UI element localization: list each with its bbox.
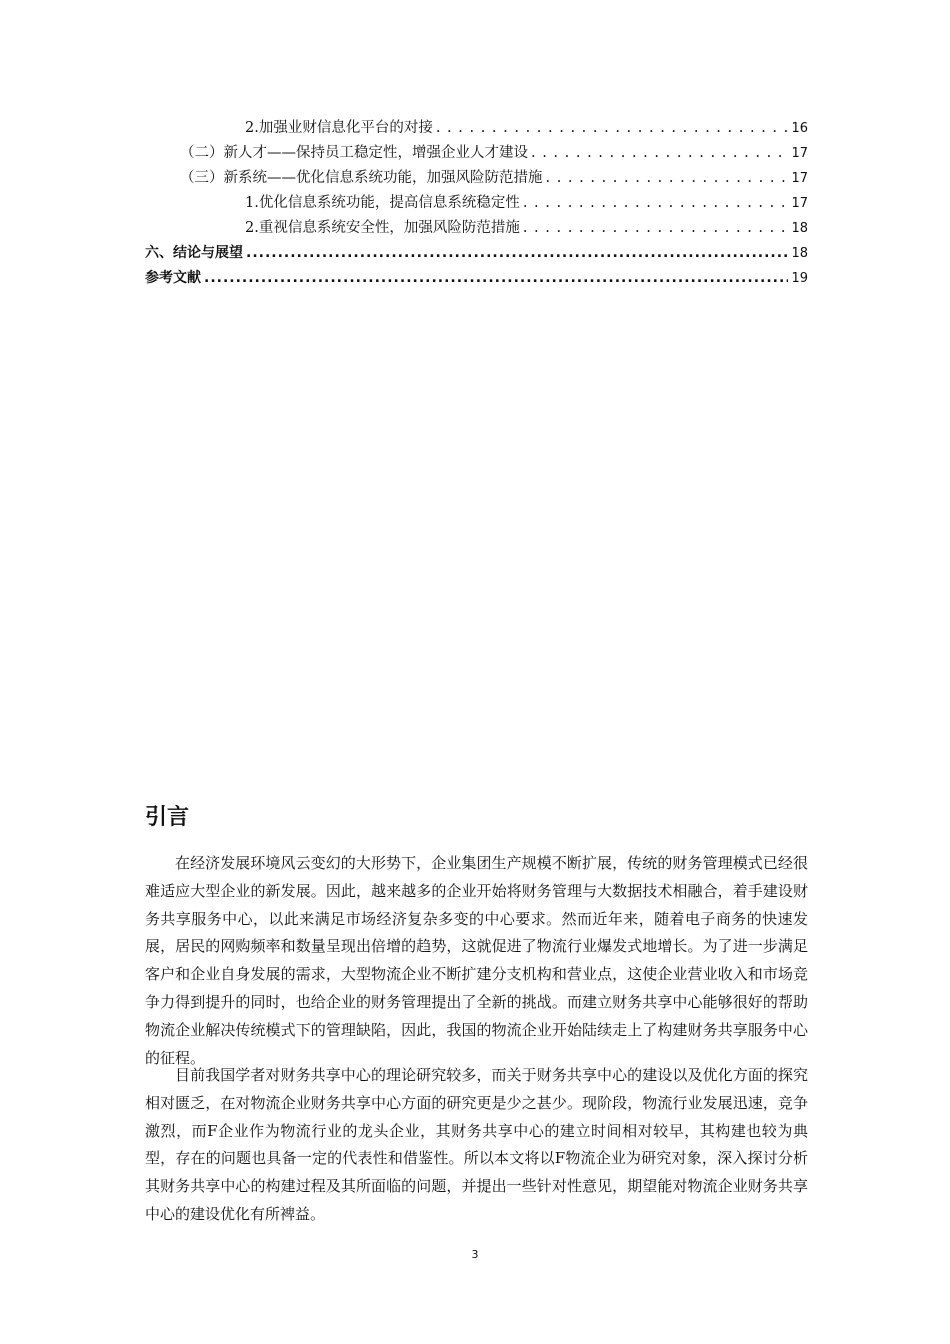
- toc-entry[interactable]: [145, 116, 808, 141]
- toc-leader: [523, 191, 789, 216]
- toc-leader: [523, 216, 789, 241]
- toc-page-number: 17: [791, 196, 808, 211]
- toc-page-number: 19: [791, 271, 808, 286]
- toc-page-number: 18: [791, 246, 808, 261]
- toc-page-number: 16: [791, 121, 808, 136]
- toc-entry[interactable]: [145, 166, 808, 191]
- toc-leader: [546, 166, 789, 191]
- toc-leader: [246, 241, 788, 266]
- body-paragraph: 在经济发展环境风云变幻的大形势下，企业集团生产规模不断扩展，传统的财务管理模式已经很难适应大型企业的新发展。因此，越来越多的企业开始将财务管理与大数据技术相融合，着手建设财务共享服务中心，以此来满足市场经济复杂多变的中心要求。然而近年来，随着电子商务的快速发展，居民的网购频率和数量呈现出倍增的趋势，这就促进了物流行业爆发式地增长。为了进一步满足客户和企业自身发展的需求，大型物流企业不断扩建分支机构和营业点，这使企业营业收入和市场竞争力得到提升的同时，也给企业的财务管理提出了全新的挑战。而建立财务共享中心能够很好的帮助物流企业解决传统模式下的管理缺陷，因此，我国的物流企业开始陆续走上了构建财务共享服务中心的征程。: [145, 854, 808, 1067]
- toc-entry-text: （二）新人才——保持员工稳定性，增强企业人才建设: [180, 145, 528, 161]
- toc-entry[interactable]: [145, 141, 808, 166]
- toc-leader: [436, 116, 789, 141]
- toc-page-number: 17: [791, 171, 808, 186]
- body-paragraph: 目前我国学者对财务共享中心的理论研究较多，而关于财务共享中心的建设以及优化方面的探究相对匮乏，在对物流企业财务共享中心方面的研究更是少之甚少。现阶段，物流行业发展迅速，竞争激烈，而F企业作为物流行业的龙头企业，其财务共享中心的建立时间相对较早，其构建也较为典型，存在的问题也具备一定的代表性和借鉴性。所以本文将以F物流企业为研究对象，深入探讨分析其财务共享中心的构建过程及其所面临的问题，并提出一些针对性意见，期望能对物流企业财务共享中心的建设优化有所裨益。: [145, 1066, 808, 1223]
- toc-entry[interactable]: [145, 266, 808, 291]
- toc-entry-text: 1.优化信息系统功能，提高信息系统稳定性: [245, 195, 520, 211]
- toc-leader: [531, 141, 788, 166]
- toc-page-number: 18: [791, 221, 808, 236]
- section-title: 引言: [145, 805, 190, 830]
- toc-page-number: 17: [791, 146, 808, 161]
- toc-entry-text: 六、结论与展望: [145, 245, 243, 261]
- toc-entry-text: 2.重视信息系统安全性，加强风险防范措施: [245, 220, 520, 236]
- toc-leader: [204, 266, 788, 291]
- toc-entry-text: 参考文献: [145, 270, 201, 286]
- toc-entry-text: 2.加强业财信息化平台的对接: [245, 120, 433, 136]
- toc-entry[interactable]: [145, 191, 808, 216]
- toc-entry-text: （三）新系统——优化信息系统功能，加强风险防范措施: [180, 170, 543, 186]
- toc-entry[interactable]: [145, 241, 808, 266]
- page-number: 3: [471, 1248, 479, 1261]
- toc-entry[interactable]: [145, 216, 808, 241]
- table-of-contents: [145, 116, 808, 291]
